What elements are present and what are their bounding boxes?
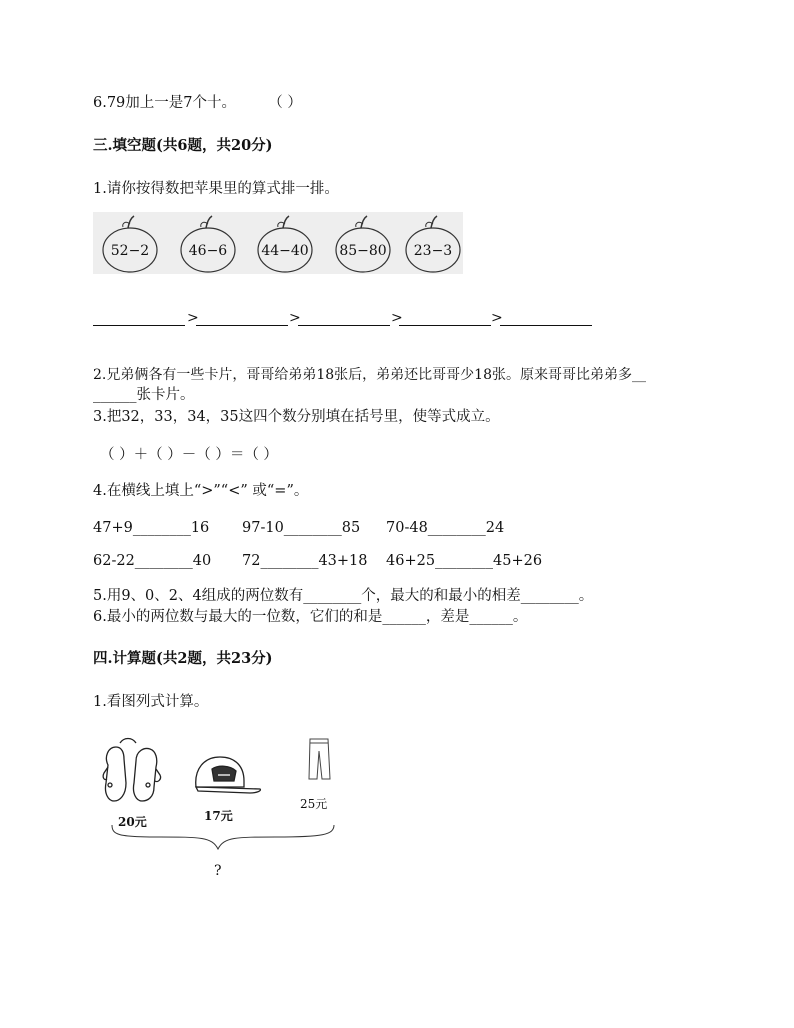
pants-price: 25元 <box>300 797 328 811</box>
answer-blank[interactable] <box>399 325 491 326</box>
answer-blank[interactable] <box>500 325 592 326</box>
greater-than-sign: > <box>187 310 199 326</box>
apple-expression: 46−6 <box>188 243 228 259</box>
gloves-price: 20元 <box>118 815 147 829</box>
fill-q6: 6.最小的两位数与最大的一位数，它们的和是______，差是______。 <box>93 609 528 625</box>
compare-item: 62-22________40 <box>93 553 212 569</box>
answer-blank[interactable] <box>298 325 390 326</box>
apple-5 <box>398 212 468 274</box>
q6-true-false: 6.79加上一是7个十。 （ ） <box>93 95 302 111</box>
compare-item: 46+25________45+26 <box>386 553 543 569</box>
compare-item: 70-48________24 <box>386 520 505 536</box>
apple-expression: 52−2 <box>110 243 150 259</box>
compare-item: 72________43+18 <box>242 553 368 569</box>
cap-price: 17元 <box>204 809 233 823</box>
apples-picture <box>93 212 463 274</box>
apple-expression: 23−3 <box>413 243 453 259</box>
fill-q3-equation: （ ）＋（ ）－（ ）＝（ ） <box>100 447 278 463</box>
apple-expression: 44−40 <box>261 243 309 259</box>
cap-icon <box>196 757 261 793</box>
greater-than-sign: > <box>289 310 301 326</box>
apple-2 <box>173 212 243 274</box>
fill-q4: 4.在横线上填上“>”“<” 或“=”。 <box>93 483 309 499</box>
calc-q1: 1.看图列式计算。 <box>93 694 209 710</box>
compare-item: 47+9________16 <box>93 520 210 536</box>
answer-blank[interactable] <box>93 325 185 326</box>
fill-q2-line2: ______张卡片。 <box>93 387 195 403</box>
apple-1 <box>95 212 165 274</box>
apple-3 <box>250 212 320 274</box>
pants-icon <box>309 739 330 779</box>
answer-blank[interactable] <box>196 325 288 326</box>
fill-q5: 5.用9、0、2、4组成的两位数有________个，最大的和最小的相差________。 <box>93 588 594 604</box>
apple-4 <box>328 212 398 274</box>
question-mark: ? <box>214 863 222 879</box>
shopping-picture <box>100 735 340 885</box>
apple-expression: 85−80 <box>339 243 387 259</box>
ordering-blanks <box>93 308 593 328</box>
fill-q1: 1.请你按得数把苹果里的算式排一排。 <box>93 181 339 197</box>
section3-title: 三.填空题(共6题，共20分) <box>93 137 273 154</box>
greater-than-sign: > <box>391 310 403 326</box>
section4-title: 四.计算题(共2题，共23分) <box>93 650 273 667</box>
fill-q2-line1: 2.兄弟俩各有一些卡片，哥哥给弟弟18张后，弟弟还比哥哥少18张。原来哥哥比弟弟多__ <box>93 367 646 383</box>
gloves-icon <box>103 739 160 802</box>
fill-q3: 3.把32，33，34，35这四个数分别填在括号里，使等式成立。 <box>93 409 500 425</box>
greater-than-sign: > <box>491 310 503 326</box>
compare-item: 97-10________85 <box>242 520 361 536</box>
